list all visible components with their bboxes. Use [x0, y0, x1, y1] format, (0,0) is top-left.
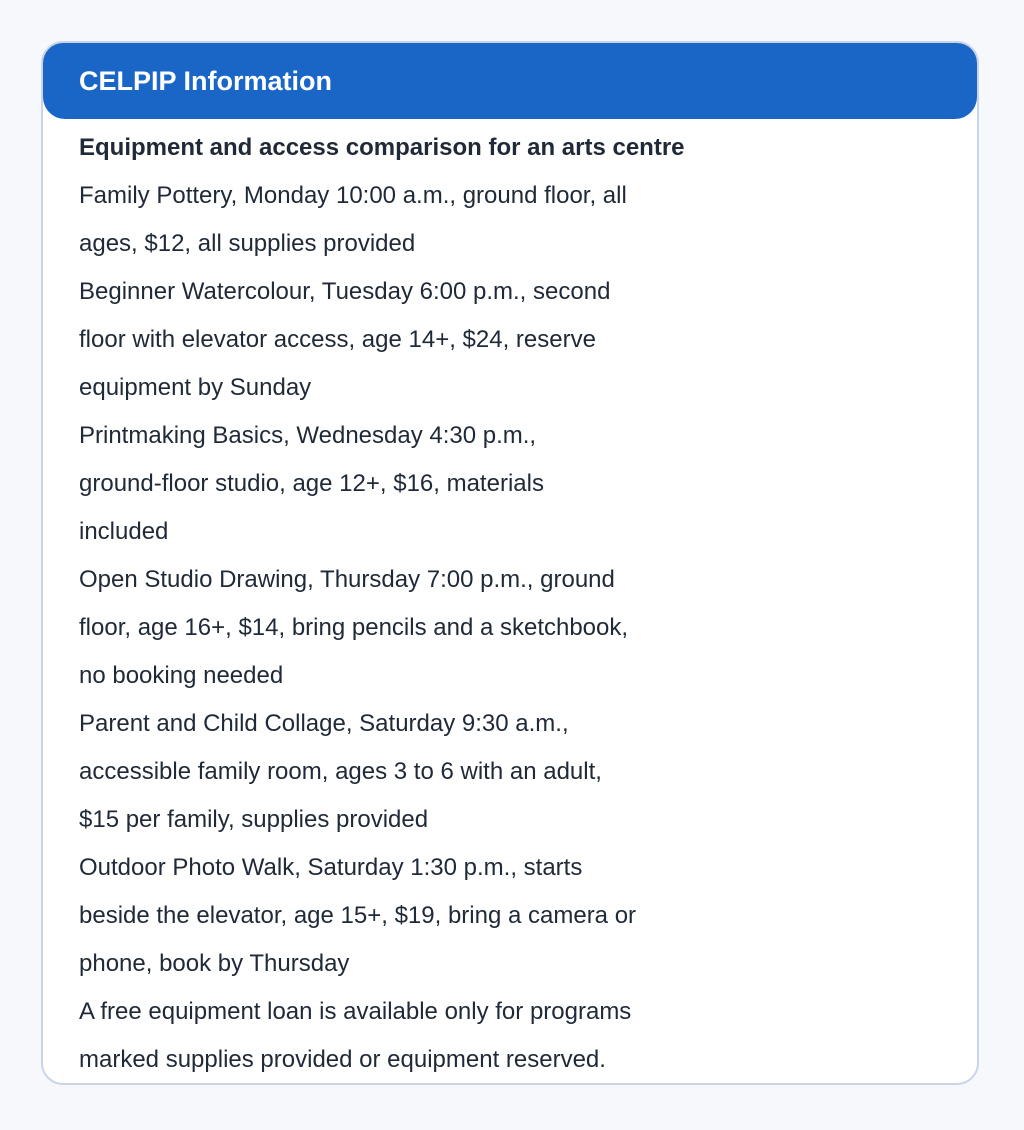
text-line: ground-floor studio, age 12+, $16, materials: [79, 470, 544, 497]
text-line: phone, book by Thursday: [79, 950, 350, 977]
text-line: $15 per family, supplies provided: [79, 806, 429, 833]
info-card: [41, 41, 979, 1085]
text-line: floor, age 16+, $14, bring pencils and a sketchbook,: [79, 614, 629, 641]
text-line: A free equipment loan is available only for programs: [79, 998, 632, 1025]
text-line: Printmaking Basics, Wednesday 4:30 p.m.,: [79, 422, 537, 449]
text-line: equipment by Sunday: [79, 374, 312, 401]
text-line: beside the elevator, age 15+, $19, bring a camera or: [79, 902, 637, 929]
card-body: [43, 119, 977, 1084]
card-subtitle: Equipment and access comparison for an arts centre: [79, 134, 685, 161]
text-line: no booking needed: [79, 662, 284, 689]
text-line: Beginner Watercolour, Tuesday 6:00 p.m., second: [79, 278, 611, 305]
card-header: [43, 43, 977, 119]
text-line: marked supplies provided or equipment reserved.: [79, 1046, 606, 1073]
text-line: Family Pottery, Monday 10:00 a.m., ground floor, all: [79, 182, 627, 209]
text-line: Parent and Child Collage, Saturday 9:30 a.m.,: [79, 710, 569, 737]
text-line: Outdoor Photo Walk, Saturday 1:30 p.m., starts: [79, 854, 583, 881]
text-line: Open Studio Drawing, Thursday 7:00 p.m., ground: [79, 566, 615, 593]
text-line: ages, $12, all supplies provided: [79, 230, 416, 257]
text-line: included: [79, 518, 169, 545]
text-line: floor with elevator access, age 14+, $24, reserve: [79, 326, 596, 353]
card-title: CELPIP Information: [79, 66, 333, 96]
text-line: accessible family room, ages 3 to 6 with an adult,: [79, 758, 602, 785]
